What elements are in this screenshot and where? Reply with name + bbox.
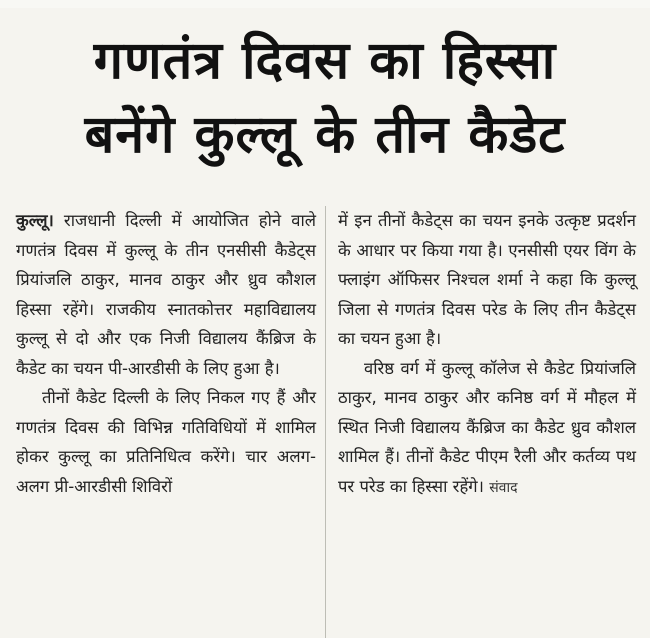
article-column-right <box>338 206 636 503</box>
right-paragraph-1: में इन तीनों कैडेट्स का चयन इनके उत्कृष्ट प्रदर्शन के आधार पर किया गया है। एनसीसी एयर विंग के फ्लाइंग ऑफिसर निश्चल शर्मा ने कहा कि कुल्लू जिला से गणतंत्र दिवस परेड के लिए तीन कैडेट्स का चयन हुआ है। <box>338 211 636 348</box>
left-paragraph-1-text: राजधानी दिल्ली में आयोजित होने वाले गणतंत्र दिवस में कुल्लू के तीन एनसीसी कैडेट्स प्रियांजलि ठाकुर, मानव ठाकुर और ध्रुव कौशल हिस्सा रहेंगे। राजकीय स्नातकोत्तर महाविद्यालय कुल्लू से दो और एक निजी विद्यालय कैंब्रिज के कैडेट का चयन पी-आरडीसी के लिए हुआ है। <box>16 211 316 378</box>
left-paragraph-2: तीनों कैडेट दिल्ली के लिए निकल गए हैं और गणतंत्र दिवस की विभिन्न गतिविधियों में शामिल होकर कुल्लू का प्रतिनिधित्व करेंगे। चार अलग-अलग प्री-आरडीसी शिविरों <box>16 388 316 496</box>
article-column-left <box>16 206 316 501</box>
byline-credit: संवाद <box>489 479 518 496</box>
clipping-top-edge <box>0 0 650 8</box>
right-paragraph-2 <box>338 354 636 504</box>
column-divider <box>325 206 326 638</box>
headline-line-2: बनेंगे कुल्लू के तीन कैडेट <box>84 105 566 165</box>
headline <box>0 24 650 172</box>
headline-line-1: गणतंत्र दिवस का हिस्सा <box>93 31 557 91</box>
right-paragraph-2-text: वरिष्ठ वर्ग में कुल्लू कॉलेज से कैडेट प्रियांजलि ठाकुर, मानव ठाकुर और कनिष्ठ वर्ग में मौहल में स्थित निजी विद्यालय कैंब्रिज का कैडेट ध्रुव कौशल शामिल हैं। तीनों कैडेट पीएम रैली और कर्तव्य पथ पर परेड का हिस्सा रहेंगे। <box>338 358 636 496</box>
dateline: कुल्लू। <box>16 211 54 230</box>
left-paragraph-1 <box>16 206 316 383</box>
